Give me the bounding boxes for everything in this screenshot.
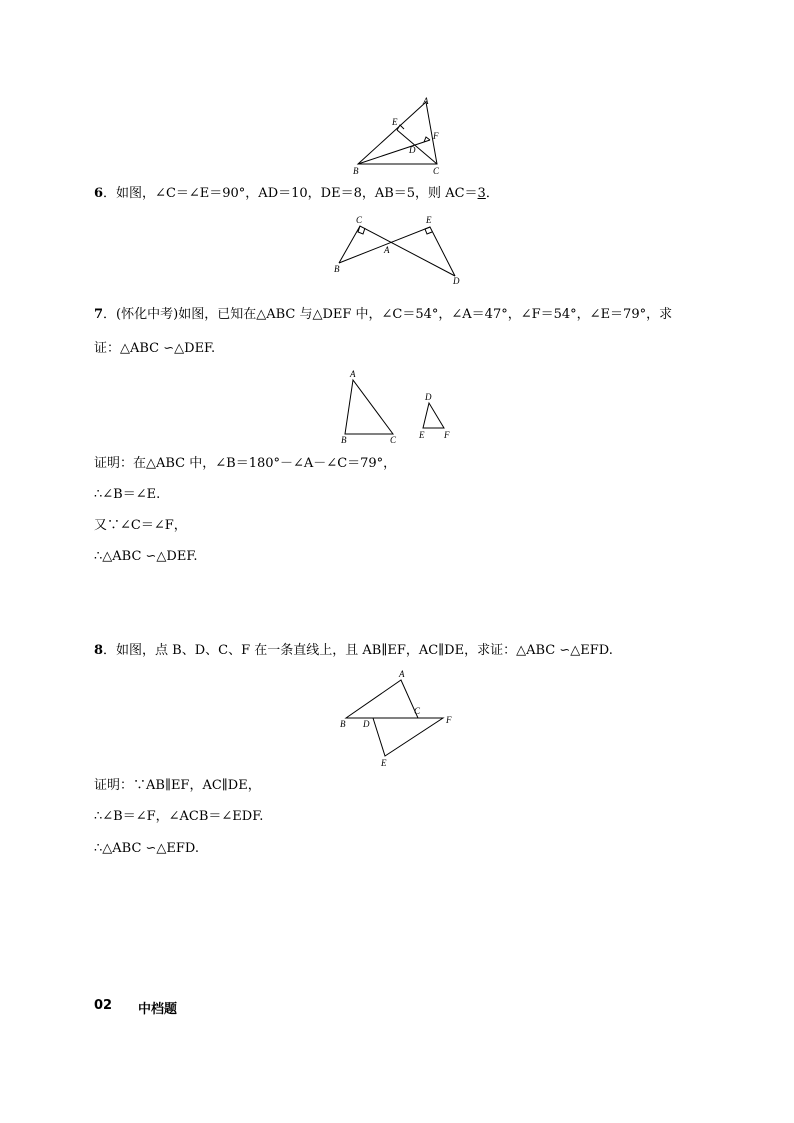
label-d: D bbox=[409, 145, 416, 155]
question-8 bbox=[94, 643, 613, 659]
figure-q7 bbox=[338, 366, 458, 446]
question-8-number: 8 bbox=[94, 643, 104, 658]
question-7-line-2: 证：△ABC ∽△DEF. bbox=[94, 341, 216, 356]
triangle-abc bbox=[339, 226, 455, 276]
label-e: E bbox=[392, 117, 398, 127]
label-f: F bbox=[444, 430, 450, 440]
label-b: B bbox=[340, 719, 346, 729]
question-6 bbox=[94, 186, 499, 202]
proof-8-line-2: ∴∠B＝∠F，∠ACB＝∠EDF. bbox=[94, 809, 264, 824]
proof-7-line-4: ∴△ABC ∽△DEF. bbox=[94, 549, 198, 564]
triangle-abc bbox=[346, 680, 418, 718]
proof-7-line-3: 又∵∠C＝∠F， bbox=[94, 518, 187, 533]
question-6-text: ．如图，∠C＝∠E＝90°，AD＝10，DE＝8，AB＝5，则 AC＝ bbox=[103, 186, 478, 201]
triangle-def bbox=[373, 718, 443, 756]
label-a: A bbox=[423, 96, 429, 106]
label-a: A bbox=[384, 245, 390, 255]
label-c: C bbox=[356, 215, 363, 225]
label-b: B bbox=[341, 435, 347, 445]
question-7-line-1 bbox=[94, 307, 672, 323]
triangle-def bbox=[423, 403, 444, 428]
label-a: A bbox=[350, 369, 356, 379]
label-e: E bbox=[381, 758, 387, 768]
question-8-text: ．如图，点 B、D、C、F 在一条直线上，且 AB∥EF，AC∥DE，求证：△ABC ∽△EFD. bbox=[103, 643, 613, 658]
line-ce bbox=[397, 130, 437, 164]
question-6-answer: 3 bbox=[477, 186, 486, 201]
proof-7-line-2: ∴∠B＝∠E. bbox=[94, 487, 161, 502]
question-7-number: 7 bbox=[94, 307, 104, 322]
label-c: C bbox=[433, 166, 440, 176]
label-d: D bbox=[453, 276, 460, 286]
figure-q5-triangles bbox=[340, 92, 460, 182]
label-c: C bbox=[414, 706, 421, 716]
label-e: E bbox=[426, 215, 432, 225]
question-6-end: ． bbox=[485, 186, 499, 201]
section-title: 中档题 bbox=[138, 1002, 178, 1017]
right-angle-e bbox=[397, 125, 404, 130]
figure-q8 bbox=[336, 668, 466, 773]
figure-q6 bbox=[330, 212, 470, 292]
label-f: F bbox=[433, 131, 439, 141]
label-c: C bbox=[390, 435, 397, 445]
label-d: D bbox=[425, 392, 432, 402]
label-f: F bbox=[446, 715, 452, 725]
section-number: 02 bbox=[94, 998, 113, 1013]
line-bae bbox=[339, 227, 455, 276]
label-b: B bbox=[353, 166, 359, 176]
proof-8-line-3: ∴△ABC ∽△EFD. bbox=[94, 841, 200, 856]
triangle-abc bbox=[358, 102, 437, 164]
proof-8-line-1: 证明：∵AB∥EF，AC∥DE， bbox=[94, 778, 261, 793]
question-6-number: 6 bbox=[94, 186, 104, 201]
label-a: A bbox=[399, 669, 405, 679]
line-bf bbox=[358, 140, 430, 164]
question-7-text: ．(怀化中考)如图，已知在△ABC 与△DEF 中，∠C＝54°，∠A＝47°，∠F＝54°，∠E＝79°，求 bbox=[103, 307, 673, 322]
proof-7-line-1: 证明：在△ABC 中，∠B＝180°－∠A－∠C＝79°， bbox=[94, 456, 397, 471]
triangle-abc bbox=[345, 380, 393, 434]
label-d: D bbox=[363, 719, 370, 729]
label-b: B bbox=[334, 264, 340, 274]
label-e: E bbox=[419, 430, 425, 440]
